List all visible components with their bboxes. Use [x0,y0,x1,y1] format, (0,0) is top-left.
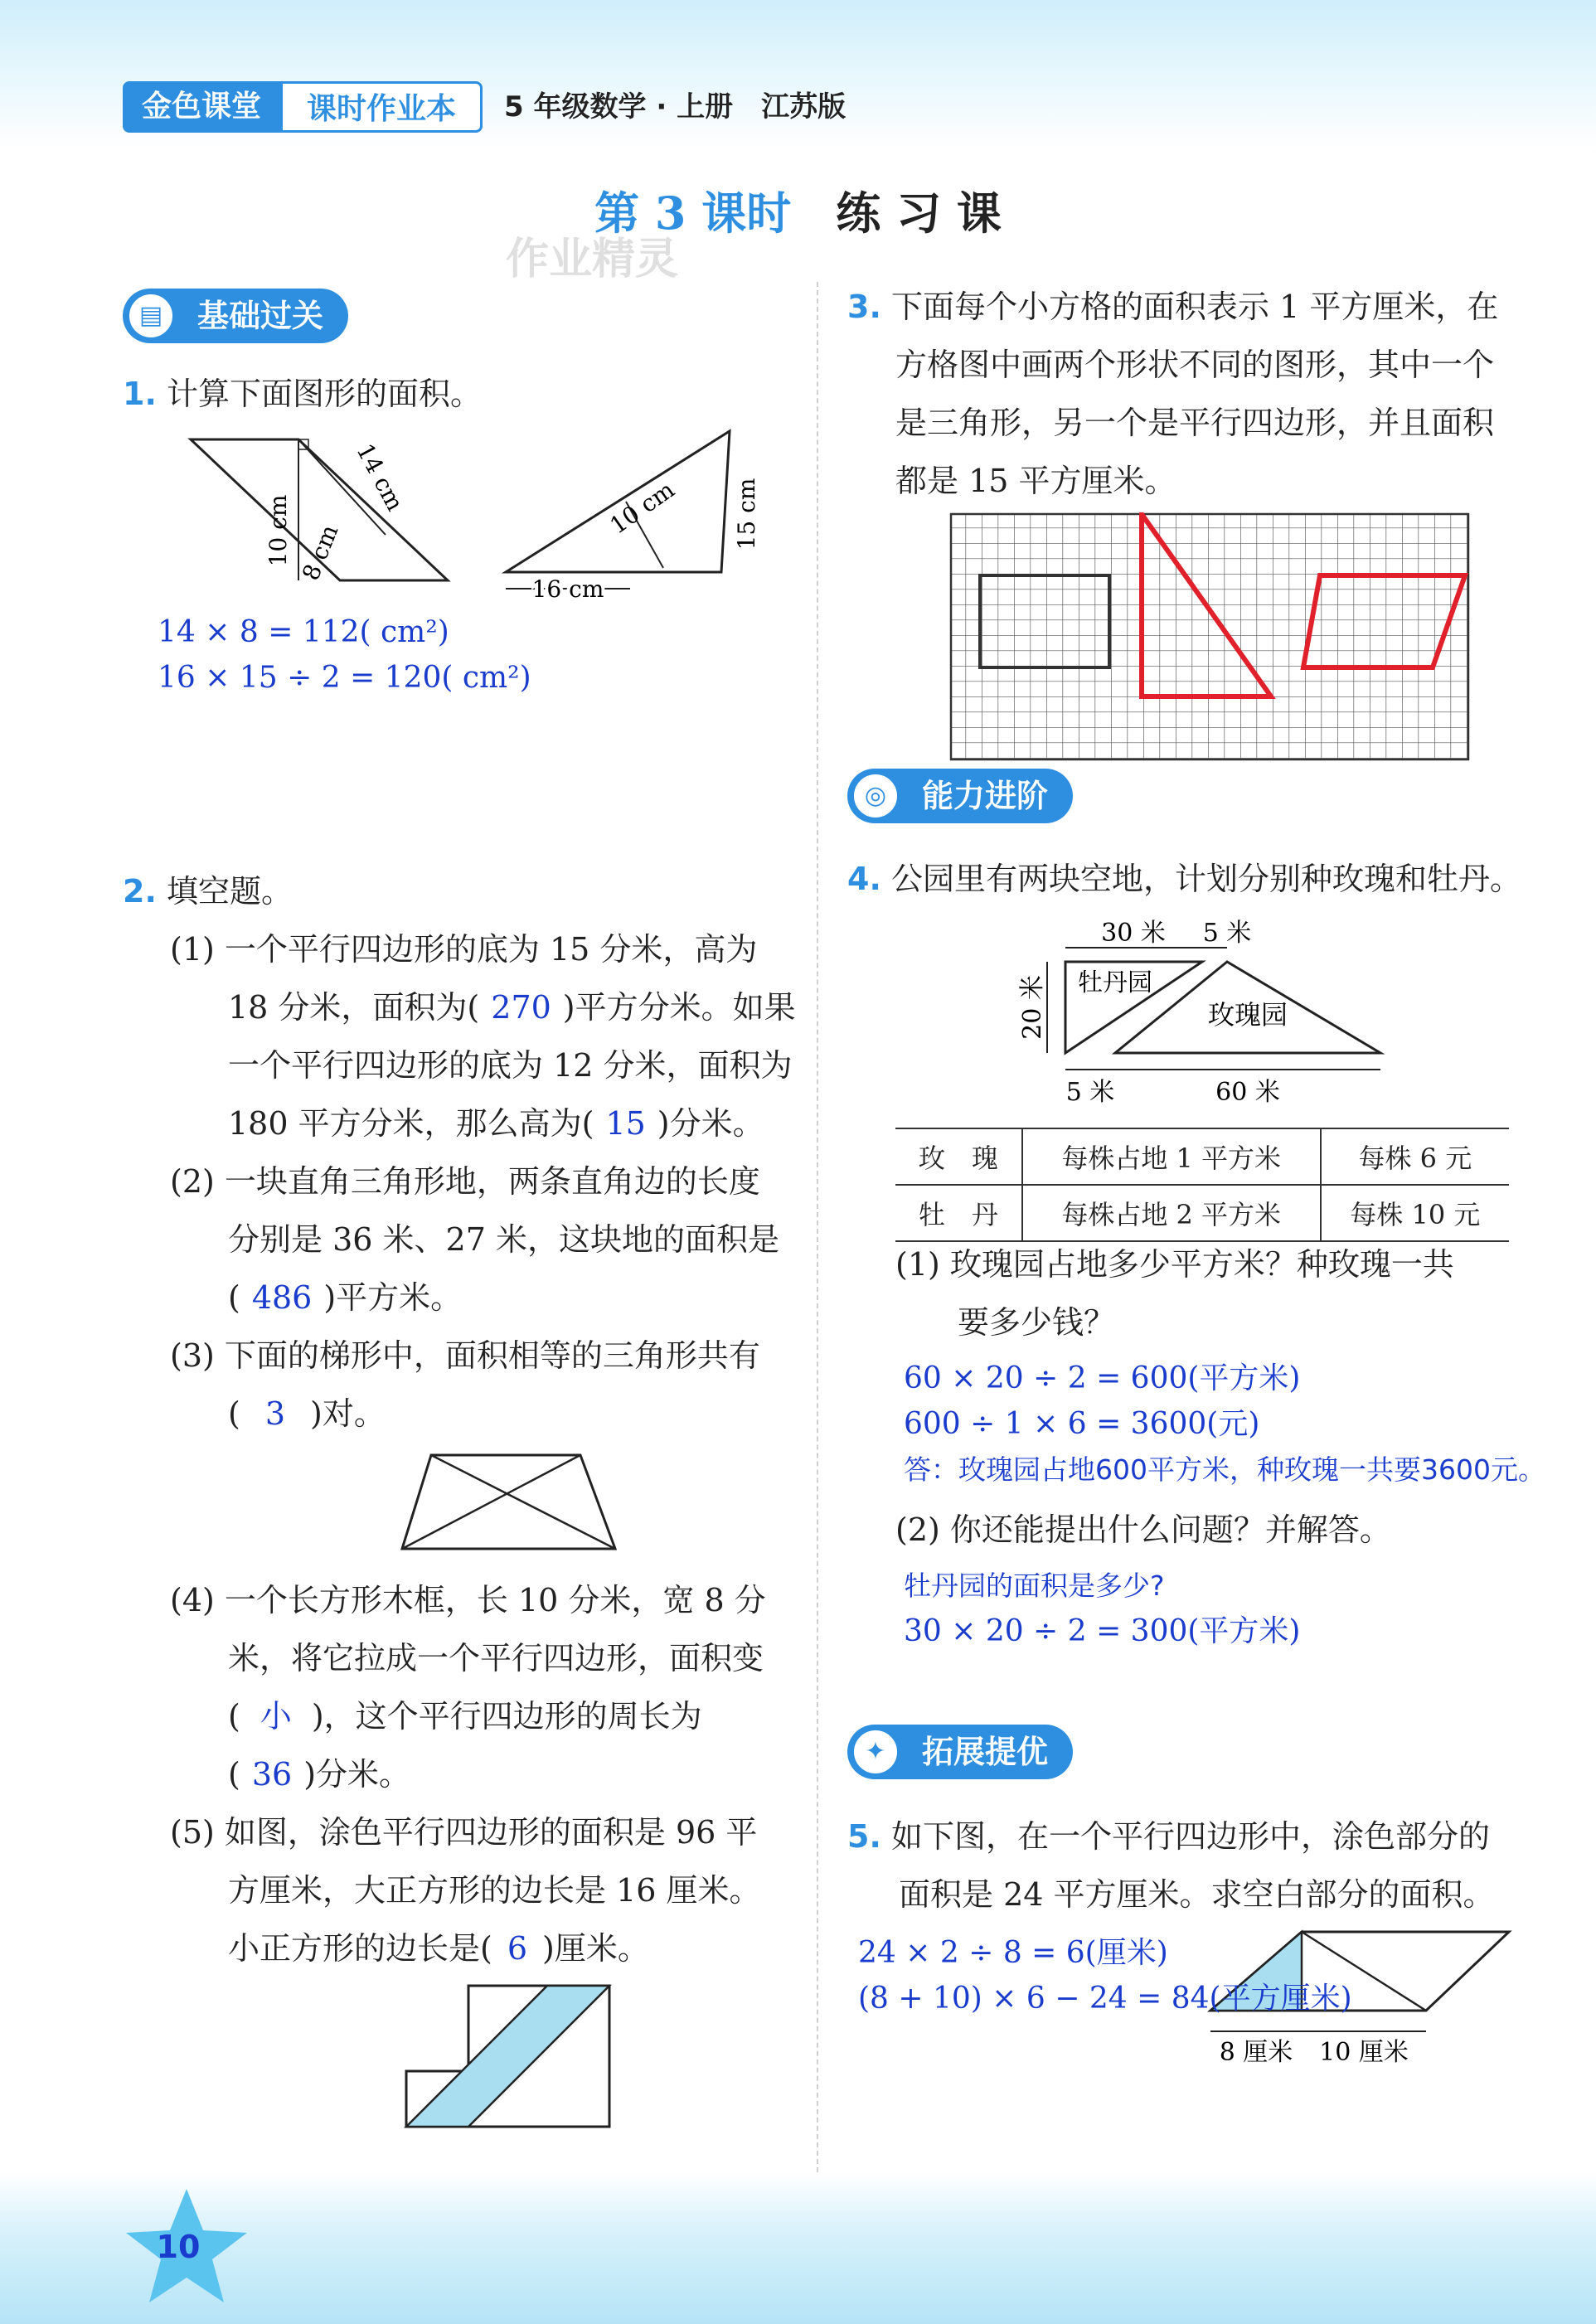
q2-number: 2. [123,873,157,910]
trapezoid [402,1455,615,1549]
q5-answer-1: 24 × 2 ÷ 8 = 6(厘米) [858,1936,1168,1970]
q2-p4-line2: 米，将它拉成一个平行四边形，面积变 [228,1640,764,1676]
q3-line3: 是三角形，另一个是平行四边形，并且面积 [895,405,1495,441]
q4-answer1-line3: 答：玫瑰园占地600平方米，种玫瑰一共要3600元。 [904,1453,1545,1486]
q2-p1-line2 [170,978,800,1036]
q2-line [123,862,293,920]
q2-p5-line3 [170,1919,800,1977]
q4-text: 公园里有两块空地，计划分别种玫瑰和牡丹。 [890,861,1521,897]
shaded-parallelogram [406,1986,609,2127]
q2-p4-t1: ( [228,1698,240,1735]
q2-p3-line2 [170,1385,800,1443]
q3-number: 3. [847,289,881,325]
q2-p5-line2: 方厘米，大正方形的边长是 16 厘米。 [228,1872,761,1909]
q2-p4-line1: (4) 一个长方形木框，长 10 分米，宽 8 分 [170,1582,766,1618]
section-extend-label: 拓展提优 [922,1734,1049,1770]
column-divider [817,282,818,2172]
q5-l1: 如下图，在一个平行四边形中，涂色部分的 [890,1818,1490,1855]
lesson-name: 练 习 课 [836,187,1002,240]
table-row-rose [895,1128,1509,1185]
q5-answer-2: (8 + 10) × 6 − 24 = 84(平方厘米) [858,1982,1352,2016]
target-icon: ◎ [851,771,900,821]
label-rose: 玫瑰园 [1207,999,1288,1031]
q2-part4 [170,1571,800,1803]
q2-p1-line4 [170,1094,800,1152]
q2-p4-t4: )分米。 [303,1756,411,1793]
q5-line2: 面积是 24 平方厘米。求空白部分的面积。 [899,1876,1495,1913]
q2-p1-line1: (1) 一个平行四边形的底为 15 分米，高为 [170,931,758,968]
q2-p5-t1: 小正方形的边长是( [228,1930,492,1967]
trapezoid-diagonal-1 [431,1455,615,1549]
brand-tag: 金色课堂 [123,81,280,133]
q2-p4-line4 [170,1745,800,1803]
q2-part5 [170,1803,800,1977]
q1-label-e: 15 cm [733,478,760,551]
q5-number: 5. [847,1818,881,1855]
q1-figures [166,423,763,614]
label-60m: 60 米 [1215,1078,1280,1107]
cell-peony-area: 每株占地 2 平方米 [1022,1185,1321,1241]
q4-line [847,850,1521,908]
label-20m: 20 米 [1018,975,1047,1040]
q1-label-a: 10 cm [264,494,292,567]
q1-label-b: 8 cm [296,521,344,585]
q2-p1-t3: 180 平方分米，那么高为( [228,1105,594,1142]
q2-p4-answer2: 36 [251,1756,293,1793]
q1-answer-1: 14 × 8 = 112( cm²) [158,615,449,649]
q3-line1 [847,278,1560,336]
q2-p2-line2: 分别是 36 米、27 米，这块地的面积是 [228,1221,779,1258]
q1-number: 1. [123,376,157,412]
q2-p4-answer1: 小 [260,1698,292,1735]
cell-rose-name: 玫 瑰 [895,1128,1022,1185]
q2-p3-t2: )对。 [310,1395,386,1432]
q4-answer2-line1: 牡丹园的面积是多少? [904,1570,1165,1602]
q2-p2-answer: 486 [251,1279,313,1316]
cell-peony-name: 牡 丹 [895,1185,1022,1241]
q4-sub1-line2: 要多少钱？ [958,1304,1116,1341]
label-5m-top: 5 米 [1202,919,1252,948]
q5-line1 [847,1807,1560,1866]
cell-rose-area: 每株占地 1 平方米 [1022,1128,1321,1185]
q3-line2: 方格图中画两个形状不同的图形，其中一个 [895,347,1495,383]
label-5m-bottom: 5 米 [1065,1078,1115,1107]
section-ability [847,769,1073,823]
q5-label-8: 8 厘米 [1219,2038,1293,2067]
section-basic-label: 基础过关 [197,298,324,334]
table-row-peony [895,1185,1509,1241]
q2-part3 [170,1327,800,1443]
section-extend [847,1725,1073,1779]
cell-peony-price: 每株 10 元 [1321,1185,1509,1241]
q2-p3-answer: 3 [264,1395,286,1432]
q1-label-c: 14 cm [351,439,410,516]
q3-line4: 都是 15 平方厘米。 [895,463,1176,499]
series-tag: 课时作业本 [280,81,483,133]
q3-grid [949,512,1472,763]
lesson-number: 第 3 课时 [594,187,792,240]
grid-paper [951,514,1468,759]
q4-number: 4. [847,861,881,897]
q2-p5-t2: )厘米。 [542,1930,649,1967]
q2-trapezoid-figure [398,1451,622,1555]
q2-p1-t1: 18 分米，面积为( [228,989,480,1026]
q2-p1-answer1: 270 [491,989,551,1026]
q2-p4-line3 [170,1687,800,1745]
q2-part2 [170,1152,800,1327]
q5-label-10: 10 厘米 [1319,2038,1409,2067]
q2-p2-t1: ( [228,1279,240,1316]
q1-label-d: 10 cm [604,475,680,540]
q2-p5-line1: (5) 如图，涂色平行四边形的面积是 96 平 [170,1814,758,1851]
q4-answer1-line1: 60 × 20 ÷ 2 = 600(平方米) [904,1361,1301,1395]
q2-p5-answer: 6 [507,1930,528,1967]
q2-p1-t2: )平方分米。如果 [562,989,796,1026]
q2-p1-answer2: 15 [605,1105,646,1142]
q3-text [847,278,1560,510]
lightbulb-icon: ✦ [851,1727,900,1777]
watermark: 作业精灵 [506,235,679,284]
q3-l1: 下面每个小方格的面积表示 1 平方厘米，在 [890,289,1499,325]
section-basic [123,289,348,343]
q1-text: 计算下面图形的面积。 [166,376,482,412]
q4-sub1 [895,1235,1575,1351]
q1-answer-2: 16 × 15 ÷ 2 = 120( cm²) [158,661,531,695]
q2-p3-line1: (3) 下面的梯形中，面积相等的三角形共有 [170,1337,760,1374]
q2-part1 [170,920,800,1152]
q4-answer2-line2: 30 × 20 ÷ 2 = 300(平方米) [904,1614,1301,1648]
page-number: 10 [156,2229,201,2265]
q5-text [847,1807,1560,1924]
book-icon: ▤ [126,291,176,341]
q1-label-f: 16 cm [531,575,604,603]
q2-p4-t2: )，这个平行四边形的周长为 [311,1698,702,1735]
label-30m: 30 米 [1101,919,1166,948]
trapezoid-diagonal-2 [402,1455,580,1549]
q2-p1-t4: )分米。 [657,1105,764,1142]
section-ability-label: 能力进阶 [922,778,1049,814]
q4-sub2: (2) 你还能提出什么问题？并解答。 [895,1511,1391,1548]
q2-p3-t1: ( [228,1395,240,1432]
q2-p2-line3 [170,1269,800,1327]
lesson-title [0,178,1596,242]
label-peony: 牡丹园 [1078,968,1152,997]
q2-p1-line3: 一个平行四边形的底为 12 分米，面积为 [228,1047,793,1084]
q2-p2-t2: )平方米。 [323,1279,463,1316]
q2-p2-line1: (2) 一块直角三角形地，两条直角边的长度 [170,1163,760,1200]
q4-sub1-line1: (1) 玫瑰园占地多少平方米？种玫瑰一共 [895,1246,1454,1283]
q4-plant-table [895,1128,1509,1242]
q4-answer1-line2: 600 ÷ 1 × 6 = 3600(元) [904,1407,1260,1441]
cell-rose-price: 每株 6 元 [1321,1128,1509,1185]
q1-triangle [506,431,730,572]
book-subtitle: 5 年级数学 · 上册 江苏版 [504,90,847,124]
q2-p4-t3: ( [228,1756,240,1793]
q2-squares-figure [398,1982,614,2135]
q2-text: 填空题。 [166,873,293,910]
q4-garden-figure [1016,916,1397,1107]
q1-line [123,365,482,423]
